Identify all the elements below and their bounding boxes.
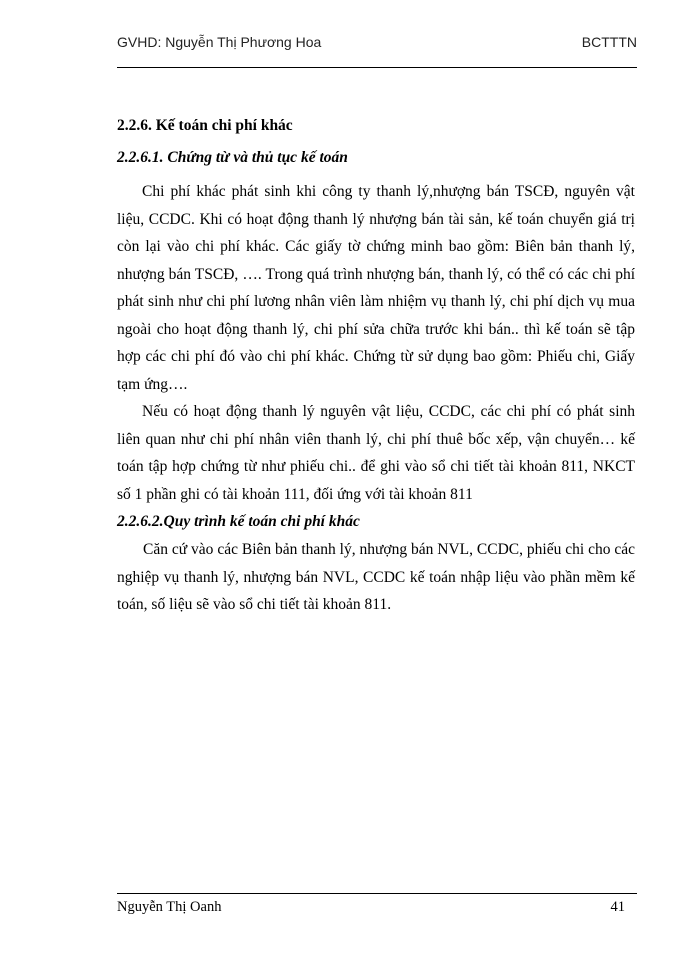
page-number: 41 <box>610 898 625 915</box>
paragraph-1: Chi phí khác phát sinh khi công ty thanh lý,nhượng bán TSCĐ, nguyên vật liệu, CCDC. Khi có hoạt động thanh lý nhượng bán tài sản, kế toán chuyển giá trị còn lại vào chi phí khác. Các giấy tờ chứng minh bao gồm: Biên bản thanh lý, nhượng bán TSCĐ, …. Trong quá trình nhượng bán, thanh lý, có thể có các chi phí phát sinh như chi phí lương nhân viên làm nhiệm vụ thanh lý, chi phí dịch vụ mua ngoài cho hoạt động thanh lý, chi phí sửa chữa trước khi bán.. thì kế toán sẽ tập hợp các chi phí đó vào chi phí khác. Chứng từ sử dụng bao gồm: Phiếu chi, Giấy tạm ứng…. <box>117 183 635 393</box>
footer-rule <box>117 893 637 894</box>
page-header <box>117 30 637 54</box>
paragraph-3: Căn cứ vào các Biên bản thanh lý, nhượng bán NVL, CCDC, phiếu chi cho các nghiệp vụ thanh lý, nhượng bán NVL, CCDC kế toán nhập liệu vào phần mềm kế toán, số liệu sẽ vào sổ chi tiết tài khoản 811. <box>117 541 635 613</box>
header-supervisor: GVHD: Nguyễn Thị Phương Hoa <box>117 34 322 50</box>
header-rule <box>117 67 637 68</box>
footer-author: Nguyễn Thị Oanh <box>117 898 222 915</box>
header-report-code: BCTTTN <box>581 34 637 50</box>
paragraph-2: Nếu có hoạt động thanh lý nguyên vật liệu, CCDC, các chi phí có phát sinh liên quan như chi phí nhân viên thanh lý, chi phí thuê bốc xếp, vận chuyển… kế toán tập hợp chứng từ như phiếu chi.. để ghi vào sổ chi tiết tài khoản 811, NKCT số 1 phần ghi có tài khoản 111, đối ứng với tài khoản 811 <box>117 403 635 503</box>
subsection-heading-2: 2.2.6.2.Quy trình kế toán chi phí khác <box>117 513 360 530</box>
section-heading: 2.2.6. Kế toán chi phí khác <box>117 117 293 134</box>
subsection-heading-1: 2.2.6.1. Chứng từ và thủ tục kế toán <box>117 149 348 166</box>
page-footer <box>117 896 625 918</box>
